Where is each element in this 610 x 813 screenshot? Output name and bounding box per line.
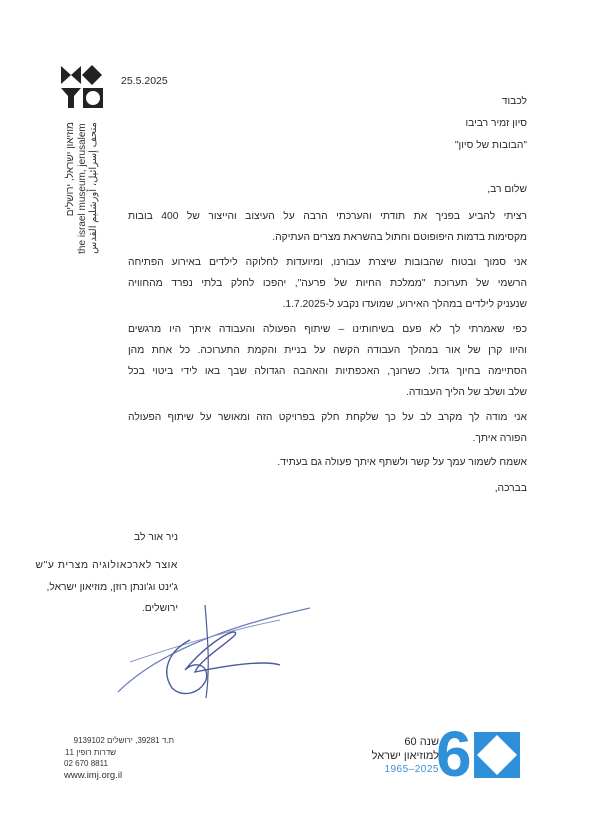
paragraph-line: אני סמוך ובטוח שהבובות שיצרת עבורנו, ומיועדות לחלוקה לילדים באירוע הפתיחה <box>128 257 527 268</box>
museum-name-english: the israel museum, jerusalem <box>76 123 88 254</box>
greeting: שלום רב, <box>487 184 527 195</box>
footer-street: שדרות רופין 11 <box>65 747 116 757</box>
signer-title-line: אוצר לארכאולוגיה מצרית ע"ש <box>35 560 178 571</box>
recipient-line: סיון זמיר רביבו <box>465 118 527 129</box>
signature <box>110 600 330 700</box>
footer-address <box>64 735 174 781</box>
paragraph-line: והיוו קרן של אור במהלך העבודה הקשה על בניית והקמת התערוכה. כל אחת מהן <box>128 345 527 356</box>
paragraph-line: הפורה איתך. <box>472 433 527 444</box>
footer-po-box: ת.ד 39281, ירושלים 9139102 <box>73 736 174 745</box>
signer-name: ניר אור לב <box>134 532 178 543</box>
museum-name-vertical <box>65 122 100 254</box>
footer-phone: 02 670 8811 <box>64 759 108 768</box>
paragraph-line: שלב ושלב של הליך העבודה. <box>405 387 527 398</box>
paragraph-line: רציתי להביע בפניך את תודתי והערכתי הרבה על העיצוב והייצור של 400 בובות <box>128 211 527 222</box>
footer-website[interactable]: www.imj.org.il <box>64 769 123 781</box>
paragraph-line: אשמח לשמור עמך על קשר ולשתף איתך פעולה גם בעתיד. <box>277 457 527 468</box>
museum-name-hebrew: מוזיאון ישראל, ירושלים <box>64 122 76 217</box>
closing: בברכה, <box>494 483 527 494</box>
paragraph-line: הסתיימה בחיוך גדול. כשרונך, האכפתיות והאהבה הגדולה שבך באו לידי ביטוי בכל <box>128 366 527 377</box>
paragraph-line: אני מודה לך מקרב לב על כך שלקחת חלק בפרויקט הזה ומאושר על שיתוף הפעולה <box>128 412 527 423</box>
recipient-line: לכבוד <box>501 96 527 107</box>
museum-logo-icon <box>60 64 104 110</box>
paragraph-line: כפי שאמרתי לך לא פעם בשיחותינו – שיתוף הפעולה והעבודה איתך היו מרגשים <box>128 324 527 335</box>
anniversary-line2: למוזיאון ישראל <box>371 750 439 762</box>
anniversary-diamond-icon <box>474 732 520 778</box>
anniversary-number: 6 <box>436 718 472 790</box>
anniversary-text <box>335 735 439 777</box>
paragraph-line: מקסימות בדמות היפופוטם וחתול בהשראת מצרים העתיקה. <box>272 232 527 243</box>
anniversary-years: 2025–1965 <box>384 764 439 775</box>
museum-name-arabic: متحف إسرائيل، أورشليم القدس <box>87 122 99 254</box>
paragraph-line: הרשמי של תערוכת "ממלכת החיות של פרעה", יהפכו לחלק בלתי נפרד מהחוויה <box>128 278 527 289</box>
signer-title-line: ירושלים. <box>141 603 178 614</box>
letter-date: 25.5.2025 <box>121 75 168 87</box>
signer-title-line: ג'ינט וג'ונתן רוזן, מוזיאון ישראל, <box>46 582 178 593</box>
anniversary-line1: שנה 60 <box>404 736 439 748</box>
paragraph-line: שנעניק לילדים במהלך האירוע, שמועדו נקבע ל-1.7.2025. <box>282 299 527 310</box>
recipient-line: "הבובות של סיון" <box>454 140 527 151</box>
